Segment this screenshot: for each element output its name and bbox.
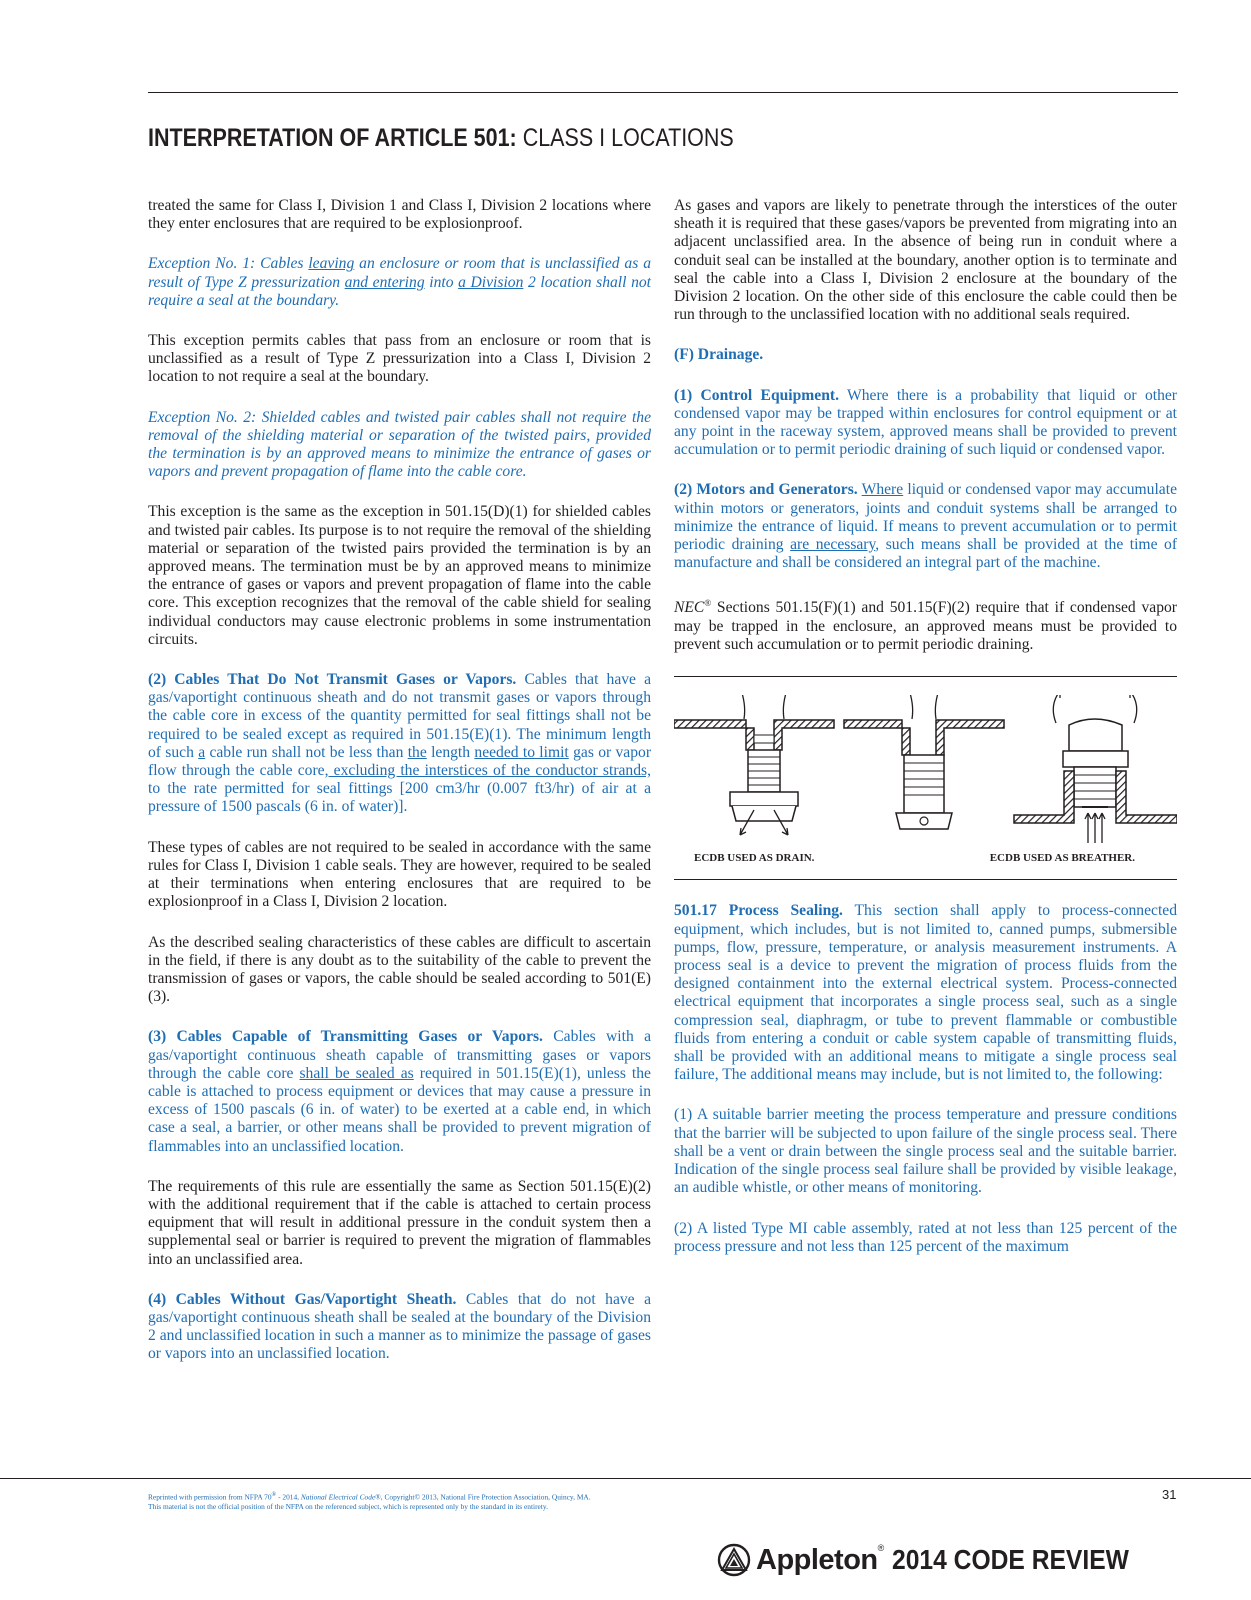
appleton-logo-icon	[716, 1542, 752, 1578]
inserted-text: are necessary	[790, 536, 876, 554]
text-run: National Electrical Code	[300, 1492, 376, 1502]
breather-device	[1014, 695, 1177, 843]
brand-footer	[716, 1542, 1162, 1578]
nec-paragraph	[674, 594, 1177, 654]
text-run: Cables that have a gas/vaportight continuous sheath and do not transmit gases or vapors through the cable core in excess of the quantity permitted for seal fittings shall not be required to be sealed except as required in 501.15(E)(1). The minimum length of such	[148, 671, 651, 761]
section-heading: (1) Control Equipment.	[674, 386, 839, 404]
text-run: to the rate permitted for seal fittings [200 cm3/hr (0.007 ft3/hr) of air at a pressure of 1500 pascals (6 in. of water)].	[148, 780, 651, 816]
paragraph: This exception permits cables that pass from an enclosure or room that is unclassified as a result of Type Z pressurization into a Class I, Division 2 location to not require a seal at the boundary.	[148, 332, 651, 386]
text-run: cable run shall not be less than	[205, 743, 408, 761]
process-sealing-item-1: (1) A suitable barrier meeting the process temperature and pressure conditions that the barrier will be subjected to upon failure of the single process seal. There shall be a vent or drain between the single process seal and the suitable barrier. Indication of the single process seal failure shall be provided by visible leakage, an audible whistle, or other means of monitoring.	[674, 1106, 1177, 1197]
text-run: gas or vapor flow through the cable core	[148, 743, 652, 780]
section-heading: (2) Cables That Do Not Transmit Gases or Vapors.	[148, 671, 517, 689]
inserted-text: needed to limit	[474, 743, 569, 761]
section-heading: 501.17 Process Sealing.	[674, 902, 843, 920]
inserted-text: leaving	[308, 255, 355, 273]
inserted-text: , excluding the interstices of the conductor strands,	[324, 762, 651, 780]
section-heading: (4) Cables Without Gas/Vaportight Sheath.	[148, 1290, 457, 1308]
section-process-sealing	[674, 902, 1177, 1084]
paragraph: This exception is the same as the exception in 501.15(D)(1) for shielded cables and twisted pair cables. Its purpose is to not require the removal of the shielding material or separation of the twisted pairs provided the termination is by an approved means. The termination must be by an approved means to minimize the entrance of gases or vapors and prevent propagation of flame into the cable core. This exception recognizes that the removal of the cable shield for sealing individual conductors may cause electronic problems in some instrumentation circuits.	[148, 503, 651, 648]
nec-label: NEC	[674, 599, 705, 617]
text-run: Cables that do not have a gas/vaportight continuous sheath shall be sealed at the boundary of the Division 2 and unclassified location in such a manner as to minimize the passage of gases or vapors into an unclassified location.	[148, 1290, 652, 1363]
drain-device-1	[674, 695, 834, 835]
text-run: Exception No. 1: Cables	[148, 255, 309, 273]
text-run: liquid or condensed vapor may accumulate within motors or generators, joints and conduit systems shall be arranged to minimize the entrance of liquid. If means to prevent accumulation or to permit periodic draining	[674, 481, 1177, 554]
caption-drain: ECDB USED AS DRAIN.	[694, 852, 815, 865]
footer-rule	[0, 1478, 1251, 1479]
text-run: required in 501.15(E)(1), unless the cable is attached to process equipment or devices that may cause a pressure in excess of 1500 pascals (6 in. of water) to be exerted at a cable end, in which case a seal, a barrier, or other means shall be provided to prevent migration of flammables into an unclassified location.	[148, 1064, 651, 1155]
paragraph: The requirements of this rule are essentially the same as Section 501.15(E)(2) with the additional requirement that if the cable is attached to certain process equipment that will result in additional pressure in the conduit system then a supplemental seal or barrier is required to prevent the migration of flammables into an unclassified area.	[148, 1177, 651, 1268]
inserted-text: and entering	[344, 273, 425, 291]
text-run: Reprinted with permission from NFPA 70	[148, 1492, 272, 1502]
text-run: , such means shall be provided at the time of manufacture and shall be considered an integral part of the machine.	[674, 536, 1178, 572]
exception-2: Exception No. 2: Shielded cables and twisted pair cables shall not require the removal of the shielding material or separation of the twisted pairs, provided the termination is by an approved means to minimize the entrance of gases or vapors and prevent propagation of flame into the cable core.	[148, 408, 651, 481]
section-heading: (3) Cables Capable of Transmitting Gases or Vapors.	[148, 1028, 543, 1046]
paragraph: As gases and vapors are likely to penetrate through the interstices of the outer sheath it is required that these gases/vapors be prevented from migrating into an adjacent unclassified area. In the absence of being run in conduit where a conduit seal can be installed at the boundary, another option is to terminate and seal the cable into a Class I, Division 2 enclosure at the boundary of the Division 2 location. On the other side of this enclosure the cable could then be run through to the unclassified location with no additional seals required.	[674, 197, 1177, 324]
exception-1	[148, 255, 651, 310]
section-cables-without-sheath	[148, 1291, 651, 1364]
ecdb-figure	[674, 676, 1177, 880]
inserted-text: Where	[861, 481, 904, 499]
text-run: into	[424, 273, 459, 291]
text-run: Sections 501.15(F)(1) and 501.15(F)(2) require that if condensed vapor may be trapped in the enclosure, an approved means must be provided to prevent such accumulation or to permit periodic draining.	[674, 599, 1177, 654]
paragraph: These types of cables are not required to be sealed in accordance with the same rules for Class I, Division 1 cable seals. They are however, required to be sealed at their terminations when entering enclosures that are required to be explosionproof in a Class I, Division 2 location.	[148, 838, 651, 911]
inserted-text: a Division	[458, 273, 524, 291]
section-control-equipment	[674, 387, 1177, 460]
section-heading: (2) Motors and Generators.	[674, 481, 858, 499]
drainage-heading: (F) Drainage.	[674, 346, 764, 364]
page-number: 31	[1162, 1487, 1177, 1502]
text-run: - 2014,	[276, 1492, 301, 1502]
permission-footnote	[148, 1490, 748, 1512]
text-run: 2 location shall not require a seal at the boundary.	[148, 273, 652, 309]
footnote-line-1	[148, 1490, 748, 1502]
text-run: ®, Copyright© 2013, National Fire Protection Association, Quincy, MA.	[375, 1492, 591, 1502]
ecdb-diagram	[674, 695, 1177, 845]
inserted-text: the	[407, 743, 427, 761]
text-run: an enclosure or room that is unclassified as a result of Type Z pressurization	[148, 255, 651, 291]
header-rule	[148, 92, 1178, 93]
caption-breather: ECDB USED AS BREATHER.	[989, 852, 1135, 865]
paragraph: treated the same for Class I, Division 1 and Class I, Division 2 locations where they enter enclosures that are required to be explosionproof.	[148, 197, 651, 233]
page-title-article: INTERPRETATION OF ARTICLE 501:	[148, 124, 517, 152]
brand-registered-mark: ®	[877, 1543, 885, 1553]
text-run: This section shall apply to process-connected equipment, which includes, but is not limited to, canned pumps, submersible pumps, flow, pressure, temperature, or analysis measurement instruments. A process seal is a device to prevent the migration of process fluids from the designed containment into the external electrical system. Process-connected electrical equipment that incorporates a single process seal, such as a single compression seal, diaphragm, or tube to prevent flammable or combustible fluids from entering a conduit or cable system capable of transmitting fluids, shall be provided with an additional means to mitigate a single process seal failure, The additional means may include, but is not limited to, the following:	[674, 902, 1177, 1084]
inserted-text: shall be sealed as	[299, 1064, 414, 1082]
text-run: Where there is a probability that liquid or other condensed vapor may be trapped within enclosures for control equipment or at any point in the raceway system, approved means shall be provided to prevent accumulation or to permit periodic draining of such liquid or condensed vapor.	[674, 386, 1177, 459]
footnote-line-2: This material is not the official position of the NFPA on the referenced subject, which is represented only by the standard in its entirety.	[148, 1502, 548, 1512]
section-cables-transmit	[148, 1028, 651, 1155]
inserted-text: a	[198, 743, 206, 761]
text-run: Cables with a gas/vaportight continuous sheath capable of transmitting gases or vapors through the cable core	[148, 1028, 651, 1082]
figure-captions	[674, 845, 1177, 867]
paragraph: As the described sealing characteristics of these cables are difficult to ascertain in the field, if there is any doubt as to the suitability of the cable to prevent the transmission of gases or vapors, the cable should be sealed according to 501(E)(3).	[148, 933, 651, 1006]
drain-device-2	[844, 695, 1004, 829]
process-sealing-item-2: (2) A listed Type MI cable assembly, rated at not less than 125 percent of the process pressure and not less than 125 percent of the maximum	[674, 1219, 1177, 1255]
text-run: length	[426, 743, 475, 761]
brand-name: Appleton	[756, 1543, 878, 1576]
page-title	[148, 124, 734, 153]
registered-mark: ®	[271, 1492, 277, 1498]
section-cables-no-transmit	[148, 671, 651, 817]
registered-mark: ®	[704, 598, 712, 609]
right-column	[674, 197, 1177, 1278]
brand-tagline: 2014 CODE REVIEW	[892, 1544, 1130, 1575]
section-motors-generators	[674, 481, 1177, 572]
left-column	[148, 197, 651, 1386]
page-title-subject: CLASS I LOCATIONS	[522, 124, 734, 152]
